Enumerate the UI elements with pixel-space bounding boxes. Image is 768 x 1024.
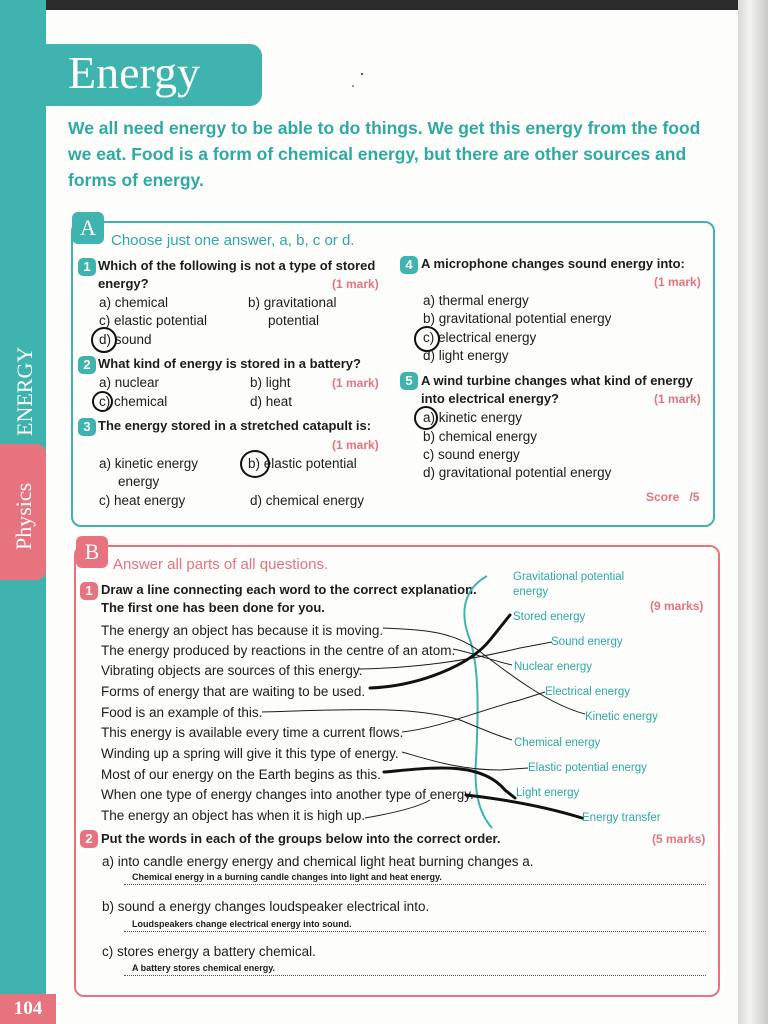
explanation-item: This energy is available every time a current flows.: [101, 725, 404, 740]
energy-word: energy: [513, 586, 549, 598]
option-a: a) nuclear: [99, 375, 160, 390]
explanation-item: Most of our energy on the Earth begins as this.: [101, 767, 381, 782]
option-a: a) chemical: [99, 295, 169, 310]
bracket-curve: [464, 576, 492, 828]
handwritten-line: [370, 615, 510, 688]
energy-word: Gravitational potential: [513, 571, 625, 583]
handwritten-line: [384, 768, 515, 798]
handwritten-answer: Chemical energy in a burning candle changes into light and heat energy.: [132, 872, 442, 882]
scan-speck: [361, 73, 363, 75]
question-text: energy?: [98, 276, 149, 291]
energy-word: Electrical energy: [545, 686, 631, 698]
question-number: 1: [78, 258, 96, 276]
energy-word: Kinetic energy: [585, 711, 658, 723]
explanation-item: The energy an object has when it is high up.: [101, 808, 366, 823]
question-number: 1: [80, 582, 98, 600]
answer-line: [124, 975, 706, 976]
marks-label: (5 marks): [652, 832, 706, 846]
handwritten-answer: A battery stores chemical energy.: [132, 963, 276, 973]
option-c: c) sound energy: [423, 447, 520, 462]
page-number: 104: [0, 994, 56, 1024]
option-b: b) chemical energy: [423, 429, 538, 444]
explanation-item: Food is an example of this.: [101, 705, 263, 720]
section-b-instruction: Answer all parts of all questions.: [113, 556, 329, 573]
handwritten-answer: Loudspeakers change electrical energy into sound.: [132, 919, 352, 929]
side-subject-label: Physics: [11, 482, 36, 550]
explanation-item: Winding up a spring will give it this type of energy.: [101, 746, 399, 761]
option-c: c) heat energy: [99, 493, 186, 508]
explanation-item: When one type of energy changes into another type of energy.: [101, 787, 474, 802]
section-a-instruction: Choose just one answer, a, b, c or d.: [111, 232, 355, 249]
question-number: 3: [78, 418, 96, 436]
option-d: d) sound: [99, 332, 152, 347]
answer-line: [124, 884, 706, 885]
section-a-tag: A: [72, 212, 104, 244]
option-d: d) light energy: [423, 348, 509, 363]
explanation-item: The energy produced by reactions in the centre of an atom.: [101, 643, 456, 658]
scan-speck: [352, 85, 354, 87]
match-line: [383, 628, 585, 714]
energy-word: Stored energy: [513, 611, 586, 623]
option-a: a) kinetic energy: [99, 456, 199, 471]
section-b-tag: B: [76, 536, 108, 568]
energy-word: Elastic potential energy: [528, 762, 647, 774]
score-label: Score: [646, 490, 680, 504]
question-number: 5: [400, 372, 418, 390]
score-total: /5: [689, 490, 700, 504]
option-b: b) gravitational: [248, 295, 337, 310]
question-number: 2: [80, 830, 98, 848]
marks-label: (1 mark): [654, 275, 701, 289]
option-d: d) heat: [250, 394, 293, 409]
question-text: Draw a line connecting each word to the correct explanation.: [101, 582, 477, 597]
explanation-item: The energy an object has because it is moving.: [101, 623, 384, 638]
marks-label: (9 marks): [650, 599, 704, 613]
energy-word: Nuclear energy: [514, 661, 592, 673]
scrambled-sentence: c) stores energy a battery chemical.: [102, 944, 316, 959]
marks-label: (1 mark): [332, 376, 379, 390]
option-b: b) gravitational potential energy: [423, 311, 612, 326]
question-number: 2: [78, 356, 96, 374]
question-text: Which of the following is not a type of stored: [98, 258, 376, 273]
marks-label: (1 mark): [654, 392, 701, 406]
question-text: The energy stored in a stretched catapult is:: [98, 418, 372, 433]
intro-text: We all need energy to be able to do things. We get this energy from the food we eat. Food is a form of chemical energy, but there are other sources and forms of energy.: [68, 118, 701, 190]
energy-word: Chemical energy: [514, 737, 601, 749]
scrambled-sentence: a) into candle energy energy and chemical light heat burning changes a.: [102, 854, 534, 869]
option-b: b) elastic potential: [248, 456, 357, 471]
option-b: b) light: [250, 375, 291, 390]
question-text: What kind of energy is stored in a battery?: [98, 356, 361, 371]
option-c: c) electrical energy: [423, 330, 537, 345]
explanation-item: Vibrating objects are sources of this energy.: [101, 663, 363, 678]
question-text: A microphone changes sound energy into:: [421, 256, 685, 271]
option-a: a) kinetic energy: [423, 410, 523, 425]
question-text: into electrical energy?: [421, 391, 559, 406]
marks-label: (1 mark): [332, 438, 379, 452]
question-text: Put the words in each of the groups below into the correct order.: [101, 831, 501, 846]
question-text: A wind turbine changes what kind of energy: [421, 373, 693, 388]
side-topic-label: ENERGY: [12, 346, 37, 436]
match-line: [365, 800, 430, 818]
scrambled-sentence: b) sound a energy changes loudspeaker electrical into.: [102, 899, 430, 914]
question-text: The first one has been done for you.: [101, 600, 325, 615]
marks-label: (1 mark): [332, 277, 379, 291]
option-d: d) gravitational potential energy: [423, 465, 612, 480]
energy-word: Sound energy: [551, 636, 623, 648]
question-number: 4: [400, 256, 418, 274]
match-line: [402, 752, 528, 770]
option-c: c) elastic potential: [99, 313, 208, 328]
option-c: c) chemical: [99, 394, 168, 409]
explanation-item: Forms of energy that are waiting to be used.: [101, 684, 366, 699]
option-d: d) chemical energy: [250, 493, 365, 508]
energy-word: Energy transfer: [582, 812, 661, 824]
answer-line: [124, 931, 706, 932]
energy-word: Light energy: [516, 787, 580, 799]
option-a: energy: [118, 474, 160, 489]
page-title: Energy: [68, 47, 201, 98]
option-a: a) thermal energy: [423, 293, 529, 308]
option-b: potential: [268, 313, 320, 328]
